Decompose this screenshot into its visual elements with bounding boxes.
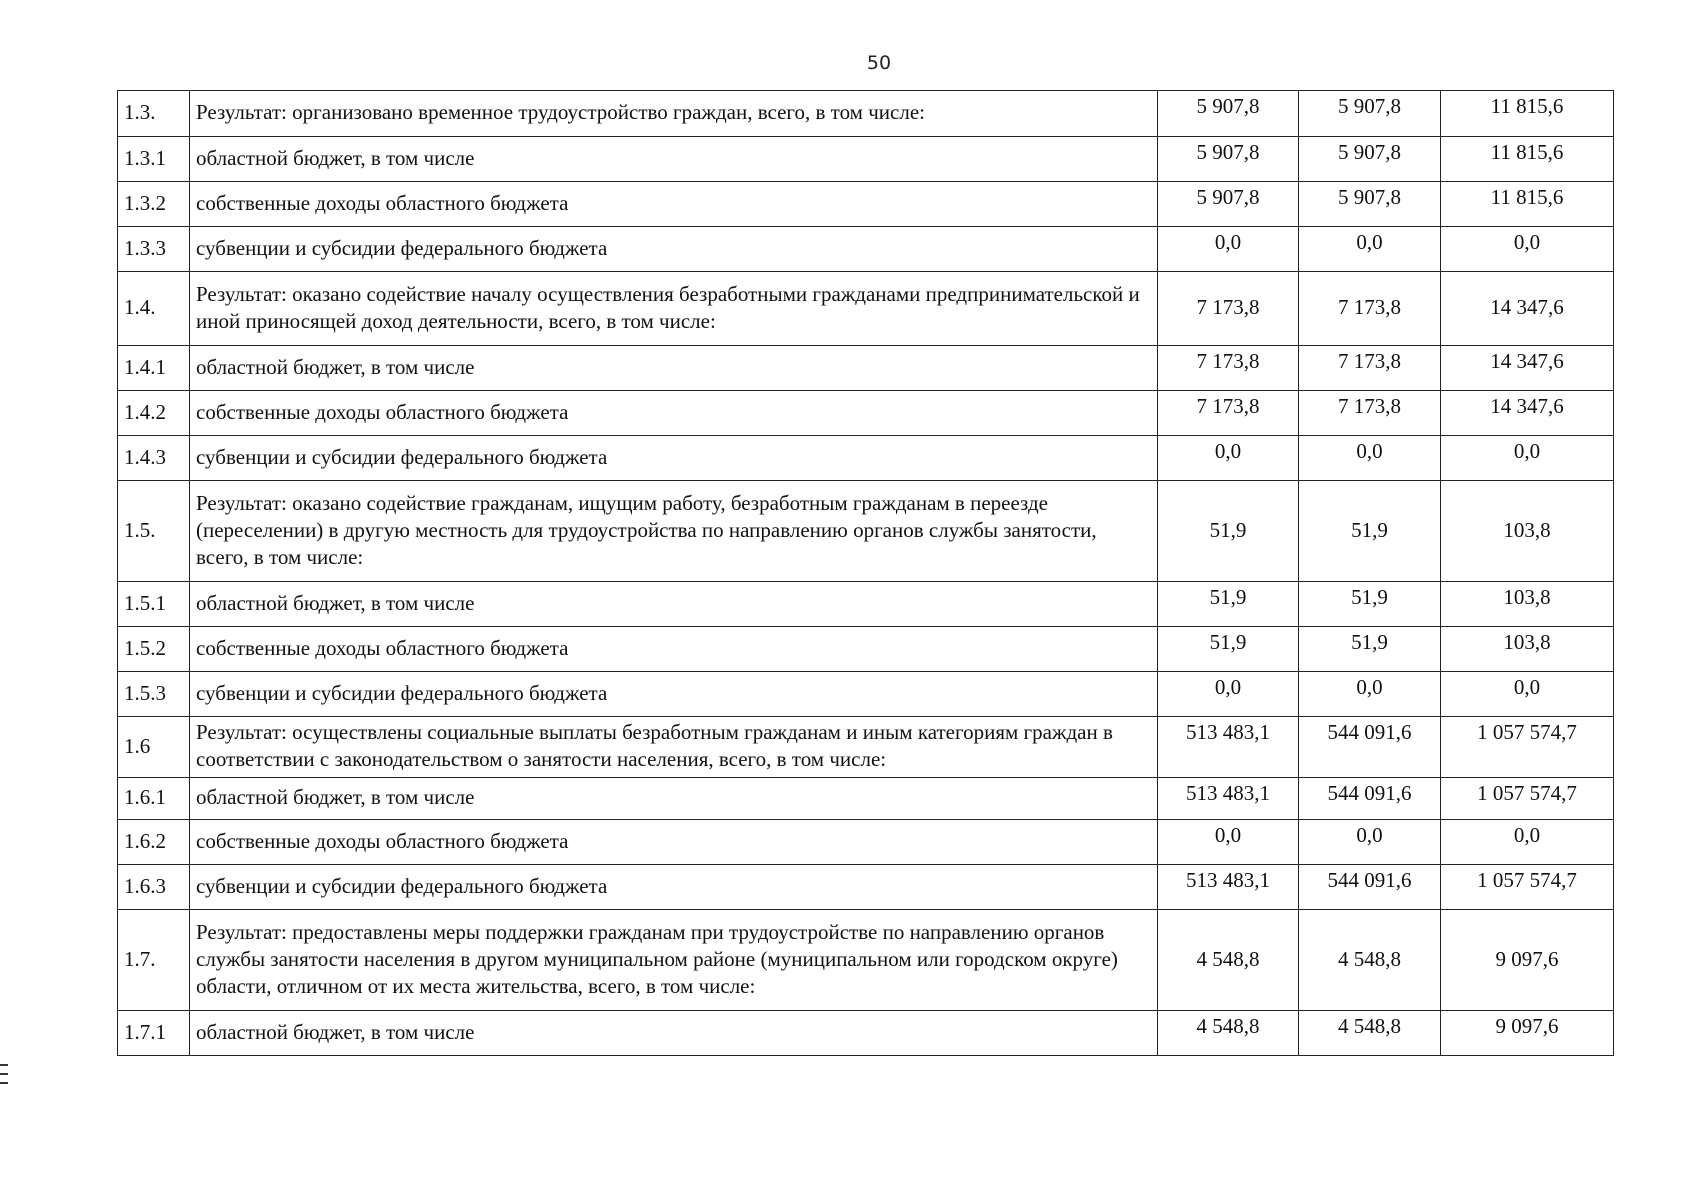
row-number: 1.4.3 (118, 436, 190, 481)
value-col-2: 5 907,8 (1299, 182, 1441, 227)
value-col-2: 0,0 (1299, 227, 1441, 272)
value-col-3: 9 097,6 (1441, 1011, 1614, 1056)
value-col-1: 4 548,8 (1158, 910, 1299, 1011)
row-description: областной бюджет, в том числе (190, 137, 1158, 182)
table-row (118, 182, 1614, 227)
value-col-1: 0,0 (1158, 436, 1299, 481)
row-description: Результат: организовано временное трудоустройство граждан, всего, в том числе: (190, 91, 1158, 137)
row-description: Результат: оказано содействие гражданам, ищущим работу, безработным гражданам в переезде (переселении) в другую местность для трудоустройства по направлению органов службы занятости, всего, в том числе: (190, 481, 1158, 582)
value-col-1: 0,0 (1158, 672, 1299, 717)
value-col-1: 513 483,1 (1158, 865, 1299, 910)
value-col-1: 4 548,8 (1158, 1011, 1299, 1056)
value-col-2: 7 173,8 (1299, 346, 1441, 391)
binding-mark (0, 1064, 8, 1066)
row-description: субвенции и субсидии федерального бюджета (190, 436, 1158, 481)
value-col-1: 0,0 (1158, 820, 1299, 865)
value-col-1: 7 173,8 (1158, 272, 1299, 346)
row-number: 1.3.3 (118, 227, 190, 272)
table-row (118, 778, 1614, 820)
value-col-1: 5 907,8 (1158, 137, 1299, 182)
row-number: 1.3.2 (118, 182, 190, 227)
row-number: 1.5.2 (118, 627, 190, 672)
table-row (118, 137, 1614, 182)
value-col-3: 0,0 (1441, 436, 1614, 481)
row-number: 1.7. (118, 910, 190, 1011)
table-row (118, 1011, 1614, 1056)
page-number: 50 (866, 52, 892, 74)
row-description: областной бюджет, в том числе (190, 1011, 1158, 1056)
value-col-1: 513 483,1 (1158, 717, 1299, 778)
row-description: собственные доходы областного бюджета (190, 391, 1158, 436)
value-col-3: 103,8 (1441, 627, 1614, 672)
table-row (118, 91, 1614, 137)
table-row (118, 391, 1614, 436)
value-col-1: 5 907,8 (1158, 91, 1299, 137)
row-number: 1.6.1 (118, 778, 190, 820)
value-col-3: 11 815,6 (1441, 91, 1614, 137)
value-col-2: 51,9 (1299, 627, 1441, 672)
value-col-1: 51,9 (1158, 627, 1299, 672)
value-col-3: 1 057 574,7 (1441, 717, 1614, 778)
value-col-2: 0,0 (1299, 436, 1441, 481)
value-col-3: 1 057 574,7 (1441, 778, 1614, 820)
row-number: 1.5.1 (118, 582, 190, 627)
value-col-2: 544 091,6 (1299, 717, 1441, 778)
value-col-3: 9 097,6 (1441, 910, 1614, 1011)
row-number: 1.4. (118, 272, 190, 346)
value-col-3: 0,0 (1441, 820, 1614, 865)
value-col-3: 1 057 574,7 (1441, 865, 1614, 910)
value-col-2: 51,9 (1299, 481, 1441, 582)
value-col-1: 7 173,8 (1158, 391, 1299, 436)
value-col-2: 5 907,8 (1299, 137, 1441, 182)
value-col-3: 0,0 (1441, 672, 1614, 717)
table-row (118, 820, 1614, 865)
row-number: 1.3. (118, 91, 190, 137)
table-row (118, 865, 1614, 910)
row-number: 1.6.2 (118, 820, 190, 865)
row-description: субвенции и субсидии федерального бюджета (190, 227, 1158, 272)
row-description: собственные доходы областного бюджета (190, 627, 1158, 672)
row-number: 1.5.3 (118, 672, 190, 717)
value-col-2: 7 173,8 (1299, 391, 1441, 436)
row-description: Результат: осуществлены социальные выплаты безработным гражданам и иным категориям граждан в соответствии с законодательством о занятости населения, всего, в том числе: (190, 717, 1158, 778)
row-number: 1.5. (118, 481, 190, 582)
row-description: областной бюджет, в том числе (190, 582, 1158, 627)
row-number: 1.6.3 (118, 865, 190, 910)
value-col-1: 0,0 (1158, 227, 1299, 272)
value-col-1: 7 173,8 (1158, 346, 1299, 391)
value-col-3: 103,8 (1441, 582, 1614, 627)
value-col-3: 11 815,6 (1441, 182, 1614, 227)
value-col-1: 51,9 (1158, 582, 1299, 627)
value-col-2: 0,0 (1299, 672, 1441, 717)
row-description: Результат: предоставлены меры поддержки гражданам при трудоустройстве по направлению органов службы занятости населения в другом муниципальном районе (муниципальном или городском округе) области, отличном от их места жительства, всего, в том числе: (190, 910, 1158, 1011)
row-description: собственные доходы областного бюджета (190, 820, 1158, 865)
table-row (118, 481, 1614, 582)
row-description: Результат: оказано содействие началу осуществления безработными гражданами предпринимательской и иной приносящей доход деятельности, всего, в том числе: (190, 272, 1158, 346)
row-description: субвенции и субсидии федерального бюджета (190, 865, 1158, 910)
value-col-1: 51,9 (1158, 481, 1299, 582)
row-number: 1.4.1 (118, 346, 190, 391)
table-row (118, 272, 1614, 346)
row-number: 1.7.1 (118, 1011, 190, 1056)
value-col-3: 11 815,6 (1441, 137, 1614, 182)
budget-table (117, 90, 1614, 1056)
table-row (118, 717, 1614, 778)
table-row (118, 436, 1614, 481)
value-col-3: 0,0 (1441, 227, 1614, 272)
value-col-2: 544 091,6 (1299, 865, 1441, 910)
row-number: 1.3.1 (118, 137, 190, 182)
value-col-3: 14 347,6 (1441, 272, 1614, 346)
row-number: 1.6 (118, 717, 190, 778)
value-col-3: 14 347,6 (1441, 391, 1614, 436)
value-col-1: 513 483,1 (1158, 778, 1299, 820)
row-description: областной бюджет, в том числе (190, 346, 1158, 391)
value-col-3: 103,8 (1441, 481, 1614, 582)
value-col-2: 4 548,8 (1299, 910, 1441, 1011)
value-col-1: 5 907,8 (1158, 182, 1299, 227)
row-description: собственные доходы областного бюджета (190, 182, 1158, 227)
table-row (118, 346, 1614, 391)
table-row (118, 910, 1614, 1011)
value-col-2: 51,9 (1299, 582, 1441, 627)
row-description: субвенции и субсидии федерального бюджета (190, 672, 1158, 717)
row-description: областной бюджет, в том числе (190, 778, 1158, 820)
table-row (118, 227, 1614, 272)
table-row (118, 627, 1614, 672)
value-col-2: 7 173,8 (1299, 272, 1441, 346)
binding-mark (0, 1073, 8, 1075)
table-row (118, 672, 1614, 717)
value-col-2: 4 548,8 (1299, 1011, 1441, 1056)
value-col-3: 14 347,6 (1441, 346, 1614, 391)
table-row (118, 582, 1614, 627)
value-col-2: 5 907,8 (1299, 91, 1441, 137)
row-number: 1.4.2 (118, 391, 190, 436)
value-col-2: 0,0 (1299, 820, 1441, 865)
value-col-2: 544 091,6 (1299, 778, 1441, 820)
binding-mark (0, 1082, 8, 1084)
